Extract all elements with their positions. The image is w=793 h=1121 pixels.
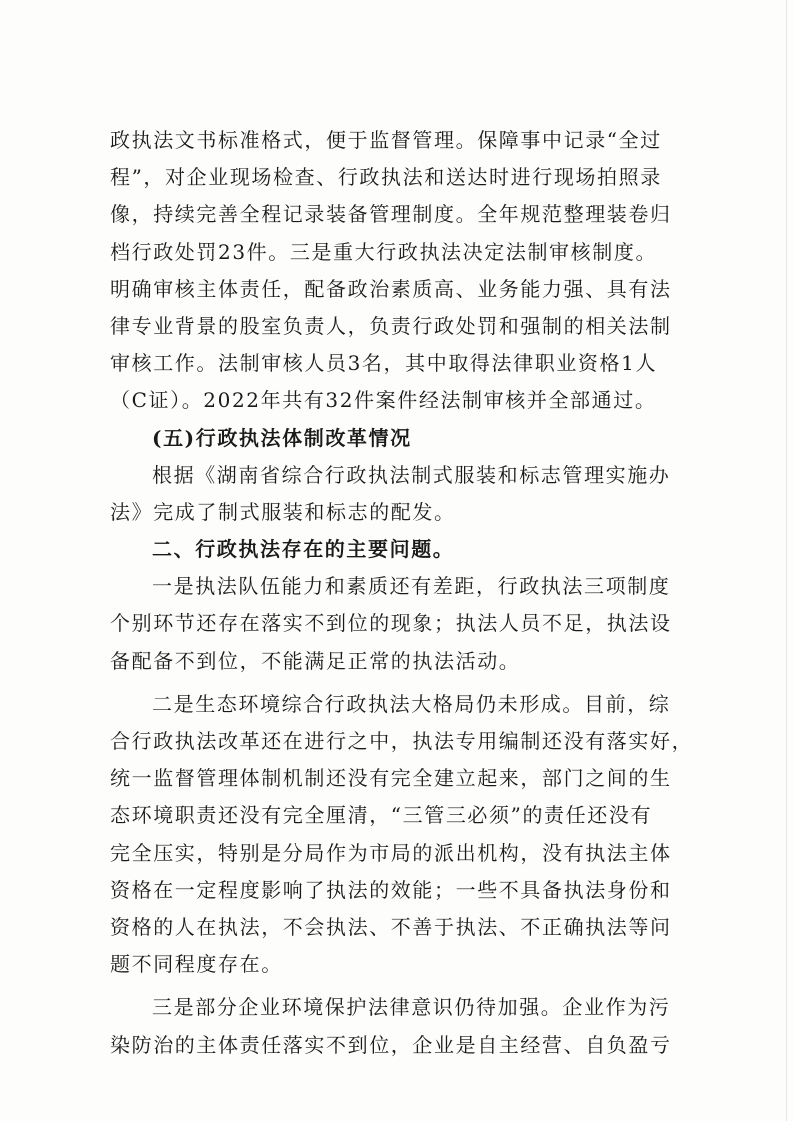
paragraph-line: 染防治的主体责任落实不到位，企业是自主经营、自负盈亏 <box>110 1032 672 1057</box>
paragraph-line: 明确审核主体责任，配备政治素质高、业务能力强、具有法 <box>110 276 672 301</box>
paragraph-line: 政执法文书标准格式，便于监督管理。保障事中记录“全过 <box>110 128 662 152</box>
paragraph-line: 资格在一定程度影响了执法的效能；一些不具备执法身份和 <box>110 877 672 902</box>
section-heading-5: (五)行政执法体制改革情况 <box>152 425 412 450</box>
paragraph-line: 个别环节还存在落实不到位的现象；执法人员不足，执法设 <box>110 611 672 636</box>
paragraph-line: （C证）。2022年共有32件案件经法制审核并全部通过。 <box>110 388 657 413</box>
paragraph-line: 完全压实，特别是分局作为市局的派出机构，没有执法主体 <box>110 840 672 865</box>
paragraph-line: 态环境职责还没有完全厘清，“三管三必须”的责任还没有 <box>110 803 653 828</box>
section-heading-2: 二、行政执法存在的主要问题。 <box>152 537 455 562</box>
document-body <box>110 122 694 1064</box>
paragraph-line: 备配备不到位，不能满足正常的执法活动。 <box>110 648 521 673</box>
paragraph-line: 统一监督管理体制机制还没有完全建立起来，部门之间的生 <box>110 766 672 791</box>
paragraph-line: 三是部分企业环境保护法律意识仍待加强。企业作为污 <box>152 995 671 1020</box>
paragraph-line: 资格的人在执法，不会执法、不善于执法、不正确执法等问 <box>110 914 672 939</box>
paragraph-line: 题不同程度存在。 <box>110 952 283 977</box>
paragraph-line: 一是执法队伍能力和素质还有差距，行政执法三项制度 <box>152 574 671 599</box>
paragraph-line: 根据《湖南省综合行政执法制式服装和标志管理实施办 <box>152 462 671 487</box>
paragraph-line: 档行政处罚23件。三是重大行政执法决定法制审核制度。 <box>110 239 658 264</box>
paragraph-line: 合行政执法改革还在进行之中，执法专用编制还没有落实好， <box>110 729 694 753</box>
paragraph-line: 二是生态环境综合行政执法大格局仍未形成。目前，综 <box>152 691 671 716</box>
paragraph-line: 审核工作。法制审核人员3名，其中取得法律职业资格1人 <box>110 351 658 376</box>
paragraph-line: 像，持续完善全程记录装备管理制度。全年规范整理装卷归 <box>110 202 672 227</box>
paragraph-line: 律专业背景的股室负责人，负责行政处罚和强制的相关法制 <box>110 313 672 338</box>
scan-edge-line <box>786 0 787 1121</box>
paragraph-line: 程”，对企业现场检查、行政执法和送达时进行现场拍照录 <box>110 165 662 190</box>
paragraph-line: 法》完成了制式服装和标志的配发。 <box>110 499 456 524</box>
